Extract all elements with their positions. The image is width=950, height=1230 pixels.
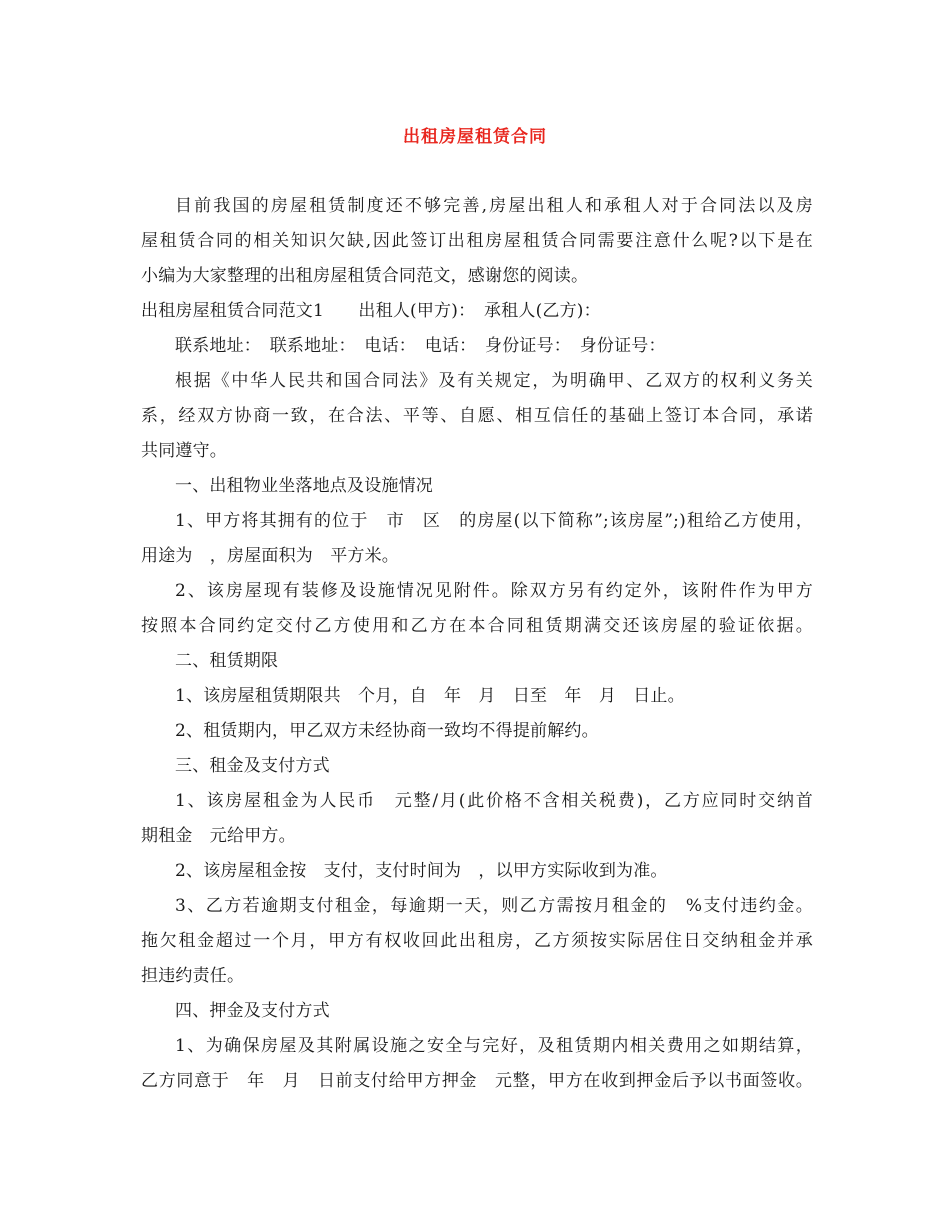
section-heading: 四、押金及支付方式 (175, 1001, 330, 1021)
paragraph-line: 根据《中华人民共和国合同法》及有关规定，为明确甲、乙双方的权利义务关 (175, 371, 813, 391)
paragraph-line: 出租房屋租赁合同范文1 出租人(甲方)： 承租人(乙方)： (141, 301, 601, 321)
paragraph-line: 共同遵守。 (141, 441, 227, 461)
paragraph-line: 担违约责任。 (141, 966, 245, 986)
paragraph-line: 3、乙方若逾期支付租金，每逾期一天，则乙方需按月租金的 %支付违约金。 (175, 896, 813, 916)
paragraph-line: 按照本合同约定交付乙方使用和乙方在本合同租赁期满交还该房屋的验证依据。 (141, 616, 813, 636)
paragraph-line: 联系地址： 联系地址： 电话： 电话： 身份证号： 身份证号： (175, 336, 666, 356)
paragraph-line: 1、甲方将其拥有的位于 市 区 的房屋(以下简称”;该房屋”;)租给乙方使用， (175, 511, 813, 531)
paragraph-line: 拖欠租金超过一个月，甲方有权收回此出租房，乙方须按实际居住日交纳租金并承 (141, 931, 813, 951)
paragraph-line: 1、该房屋租赁期限共 个月，自 年 月 日至 年 月 日止。 (175, 686, 685, 706)
paragraph-line: 2、租赁期内，甲乙双方未经协商一致均不得提前解约。 (175, 721, 599, 741)
paragraph-line: 乙方同意于 年 月 日前支付给甲方押金 元整，甲方在收到押金后予以书面签收。 (141, 1071, 813, 1091)
paragraph-line: 2、该房屋租金按 支付，支付时间为 ，以甲方实际收到为准。 (175, 861, 668, 881)
paragraph-line: 系，经双方协商一致，在合法、平等、自愿、相互信任的基础上签订本合同，承诺 (141, 406, 813, 426)
paragraph-line: 1、为确保房屋及其附属设施之安全与完好，及租赁期内相关费用之如期结算， (175, 1036, 813, 1056)
section-heading: 一、出租物业坐落地点及设施情况 (175, 476, 433, 496)
paragraph-line: 用途为 ，房屋面积为 平方米。 (141, 546, 399, 566)
paragraph-line: 目前我国的房屋租赁制度还不够完善,房屋出租人和承租人对于合同法以及房 (175, 196, 813, 216)
paragraph-line: 2、该房屋现有装修及设施情况见附件。除双方另有约定外，该附件作为甲方 (175, 581, 813, 601)
paragraph-line: 期租金 元给甲方。 (141, 826, 296, 846)
section-heading: 二、租赁期限 (175, 651, 279, 671)
document-title: 出租房屋租赁合同 (403, 127, 547, 147)
paragraph-line: 小编为大家整理的出租房屋租赁合同范文，感谢您的阅读。 (141, 266, 589, 286)
paragraph-line: 1、该房屋租金为人民币 元整/月(此价格不含相关税费)，乙方应同时交纳首 (175, 791, 813, 811)
section-heading: 三、租金及支付方式 (175, 756, 330, 776)
paragraph-line: 屋租赁合同的相关知识欠缺,因此签订出租房屋租赁合同需要注意什么呢?以下是在 (141, 231, 813, 251)
